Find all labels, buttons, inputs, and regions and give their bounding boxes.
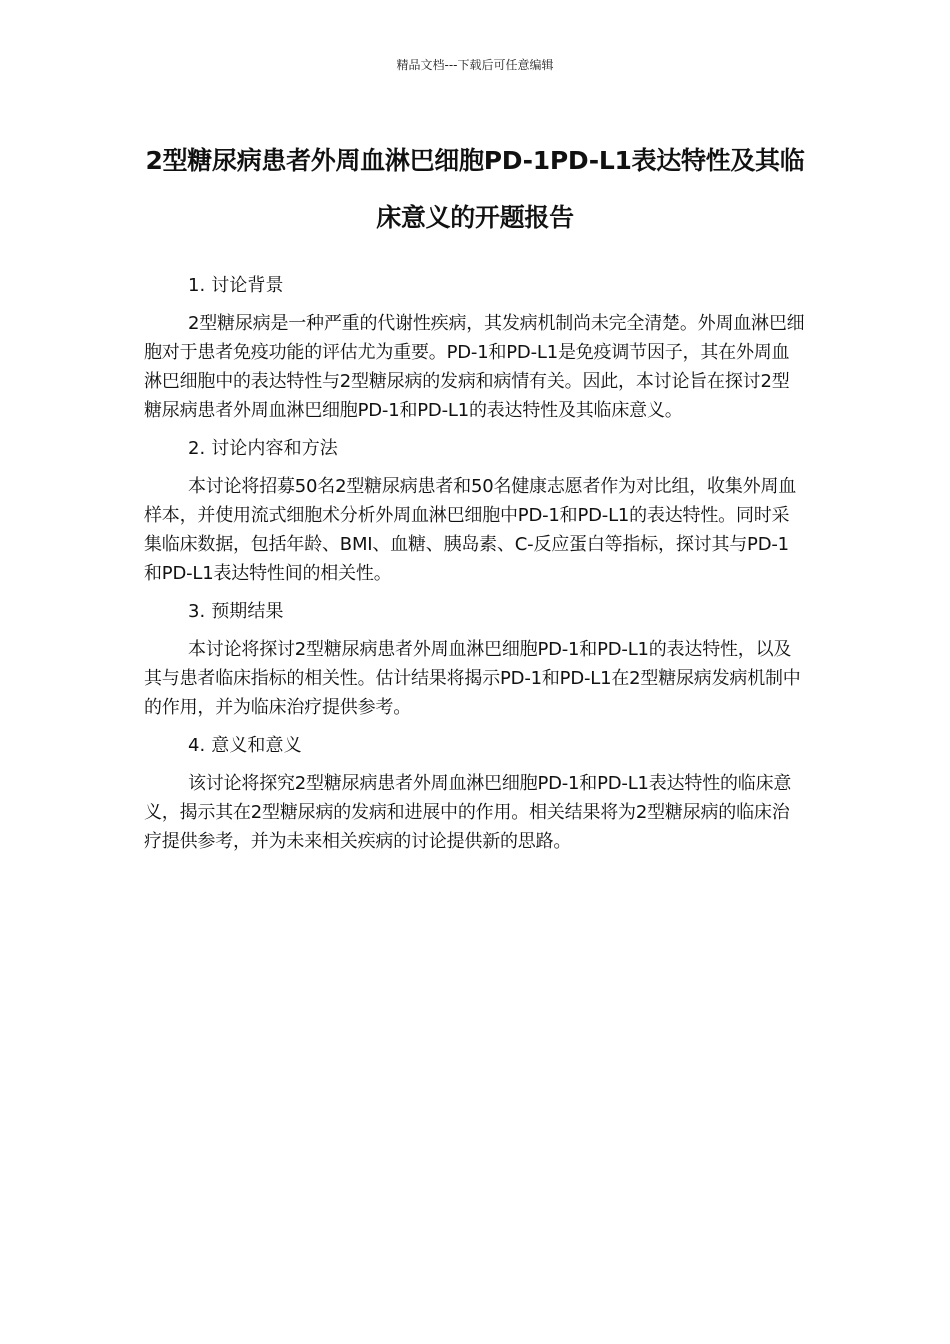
section-paragraph: 该讨论将探究2型糖尿病患者外周血淋巴细胞PD-1和PD-L1表达特性的临床意义，揭示其在2型糖尿病的发病和进展中的作用。相关结果将为2型糖尿病的临床治疗提供参考，并为未来相关疾病的讨论提供新的思路。 — [144, 773, 792, 852]
section-heading: 1. 讨论背景 — [188, 275, 284, 296]
document-title: 2型糖尿病患者外周血淋巴细胞PD-1PD-L1表达特性及其临床意义的开题报告 — [145, 146, 805, 232]
section-expected-results — [144, 597, 806, 722]
section-heading: 4. 意义和意义 — [188, 735, 302, 756]
section-paragraph: 本讨论将招募50名2型糖尿病患者和50名健康志愿者作为对比组，收集外周血样本，并使用流式细胞术分析外周血淋巴细胞中PD-1和PD-L1的表达特性。同时采集临床数据，包括年龄、BMI、血糖、胰岛素、C-反应蛋白等指标，探讨其与PD-1和PD-L1表达特性间的相关性。 — [144, 476, 797, 584]
section-background — [144, 271, 806, 425]
page-header: 精品文档---下载后可任意编辑 — [396, 58, 554, 72]
section-heading: 2. 讨论内容和方法 — [188, 438, 338, 459]
section-content-methods — [144, 434, 806, 588]
section-heading: 3. 预期结果 — [188, 601, 284, 622]
section-paragraph: 2型糖尿病是一种严重的代谢性疾病，其发病机制尚未完全清楚。外周血淋巴细胞对于患者免疫功能的评估尤为重要。PD-1和PD-L1是免疫调节因子，其在外周血淋巴细胞中的表达特性与2型糖尿病的发病和病情有关。因此，本讨论旨在探讨2型糖尿病患者外周血淋巴细胞PD-1和PD-L1的表达特性及其临床意义。 — [144, 313, 805, 421]
section-paragraph: 本讨论将探讨2型糖尿病患者外周血淋巴细胞PD-1和PD-L1的表达特性，以及其与患者临床指标的相关性。估计结果将揭示PD-1和PD-L1在2型糖尿病发病机制中的作用，并为临床治疗提供参考。 — [144, 639, 801, 718]
document-body — [144, 271, 806, 865]
section-significance — [144, 731, 806, 856]
